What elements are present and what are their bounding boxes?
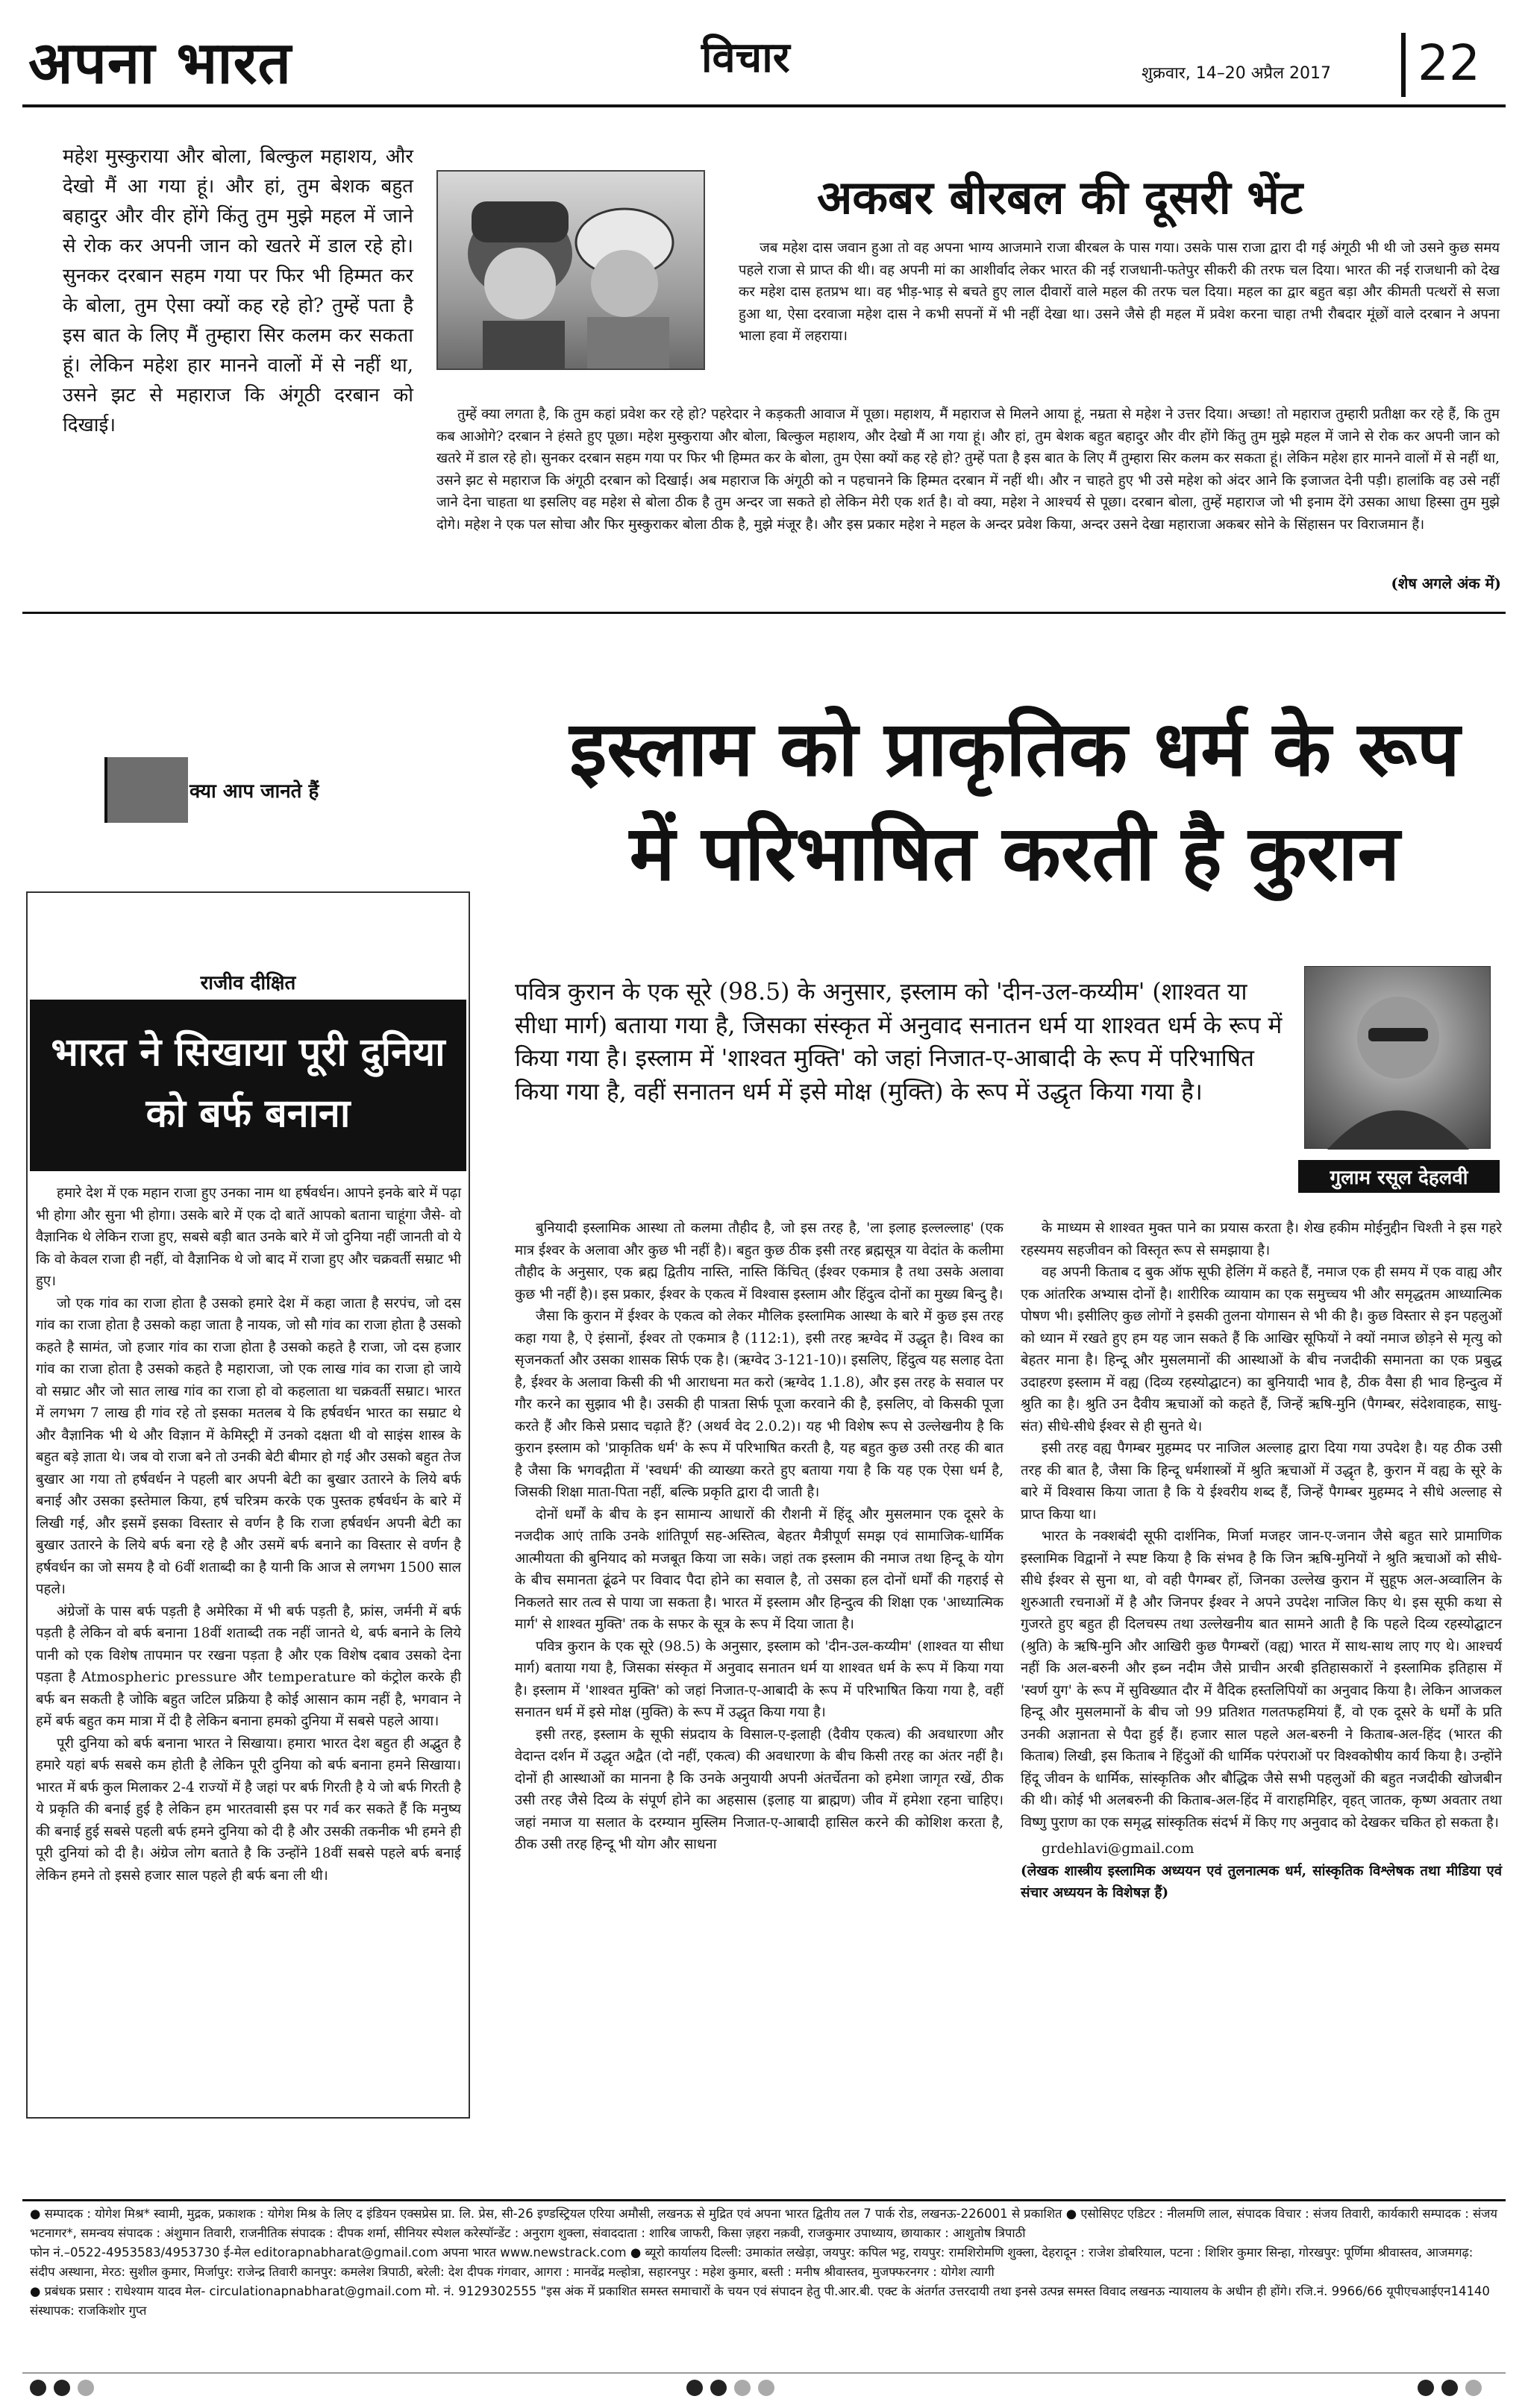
story2-para: जैसा कि कुरान में ईश्वर के एकत्व को लेकर मौलिक इस्लामिक आस्था के बारे में कुछ इस तरह कहा गया है, ऐ इंसानों, ईश्वर तो एकमात्र है (112:1), इसी तरह ऋग्वेद में उद्धृत है। विश्व का सृजनकर्ता और उसका शासक सिर्फ एक है। (ऋग्वेद 3-121-10)। इसलिए, हिंदुत्व यह सलाह देता है, ईश्वर के अलावा किसी की भी आराधना मत करो (ऋग्वेद 1.1.8), और इस तरह के सवाल पर गौर करने का सुझाव भी है। उसकी ही पात्रता सिर्फ पूजा करवाने की है, इसलिए, वो किसकी पूजा करते हैं और किसे प्रसाद चढ़ाते हैं? (अथर्व वेद 2.0.2)। यह भी विशेष रूप से उल्लेखनीय है कि कुरान इस्लाम को 'प्राकृतिक धर्म' के रूप में परिभाषित करती है, यह बहुत कुछ उसी तरह की बात है जैसा कि भगवद्गीता में 'स्वधर्म' की व्याख्या करते हुए बताया गया है कि यह एक ऐसा धर्म है, जिसकी शिक्षा माता-पिता नहीं, बल्कि प्रकृति द्वारा दी जाती है।: [515, 1308, 1003, 1500]
decor-dots-left: [30, 2380, 94, 2396]
story2-para: इसी तरह, इस्लाम के सूफी संप्रदाय के विसाल-ए-इलाही (दैवीय एकत्व) की अवधारणा और वेदान्त दर्शन में उद्धृत अद्वैत (दो नहीं, एकत्व) की अवधारणा के बीच किसी तरह का अंतर नहीं है। दोनों ही आस्थाओं का मानना है कि उनके अनुयायी अपनी अंतर्चेतना को हमेशा जागृत रखें, ठीक उसी तरह जैसे दिव्य के संपूर्ण होने का अहसास (इलाह या ब्राह्मण) जीव में हमेशा रहना चाहिए। जहां नमाज या सलात के दरम्यान मुस्लिम निजात-ए-आबादी हासिल करने की कोशिश करता है, ठीक उसी तरह हिन्दू भी योग और साधना: [515, 1726, 1003, 1852]
bottom-rule: [22, 2372, 1506, 2374]
story2-column2: [1021, 1217, 1502, 1904]
section-title: विचार: [701, 34, 790, 82]
dot-icon: [1441, 2380, 1458, 2396]
story2-para: के माध्यम से शाश्वत मुक्त पाने का प्रयास करता है। शेख हकीम मोईनुद्दीन चिश्ती ने इस गहरे रहस्यमय सहजीवन को विस्तृत रूप से समझाया है।: [1021, 1220, 1502, 1258]
story2-para: इसी तरह वह्य पैगम्बर मुहम्मद पर नाजिल अल्लाह द्वारा दिया गया उपदेश है। यह ठीक उसी तरह की बात है, जैसा कि हिन्दू धर्मशास्त्रों में श्रुति ऋचाओं में उद्धृत है, कुरान में वह्य के सूरे के बारे में विश्वास किया जाता है कि ये ईश्वरीय शब्द हैं, जिन्हें पैगम्बर मुहम्मद ने सीधे अल्लाह से प्राप्त किया था।: [1021, 1440, 1502, 1523]
imprint-line: ● सम्पादक : योगेश मिश्र* स्वामी, मुद्रक, प्रकाशक : योगेश मिश्र के लिए द इंडियन एक्सप्रेस प्रा. लि. प्रेस, सी-26 इण्डस्ट्रियल एरिया अमौसी, लखनऊ से मुद्रित एवं अपना भारत द्वितीय तल 7 पार्क रोड, लखनऊ-226001 से प्रकाशित ● एसोसिएट एडिटर : नीलमणि लाल, संपादक विचार : संजय तिवारी, कार्यकारी सम्पादक : संजय भटनागर*, समन्वय संपादक : अंशुमान तिवारी, राजनीतिक संपादक : दीपक शर्मा, सीनियर स्पेशल करेस्पॉन्डेंट : अनुराग शुक्ला, संवाददाता : शारिब जाफरी, किसा ज़हरा नक़वी, राजकुमार उपाध्याय, छायाकार : आशुतोष त्रिपाठी: [30, 2207, 1497, 2240]
sidebar-para: अंग्रेजों के पास बर्फ पड़ती है अमेरिका में भी बर्फ पड़ती है, फ्रांस, जर्मनी में बर्फ पड़ती है लेकिन वो बर्फ बनाना 18वीं शताब्दी तक नहीं जानते थे, बर्फ बनाने के लिये पानी को एक विशेष तापमान पर रखना पड़ता है और एक विशेष दबाव उसको देना पड़ता है Atmospheric pressure और temperature को कंट्रोल करके ही बर्फ बन सकती है जोकि बहुत जटिल प्रक्रिया है कोई आसान काम नहीं है, भगवान ने हमें बर्फ बहुत कम मात्रा में दी है लेकिन बनाना हमको दुनिया में सबसे पहले आया।: [36, 1603, 461, 1729]
story2-para: बुनियादी इस्लामिक आस्था तो कलमा तौहीद है, जो इस तरह है, 'ला इलाह इल्लल्लाह' (एक मात्र ईश्वर के अलावा और कुछ भी नहीं है)। बहुत कुछ ठीक इसी तरह ब्रह्मसूत्र या वेदांत के कलीमा तौहीद के अनुसार, एक ब्रह्म द्वितीय नास्ति, नास्ति किंचित् (ईश्वर एकमात्र है तथा उसके अलावा कुछ भी नहीं है)। इस प्रकार, ईश्वर के एकत्व में विश्वास इस्लाम और हिंदुत्व दोनों का मुख्य बिन्दु है।: [515, 1220, 1003, 1302]
imprint-footer: [30, 2204, 1500, 2321]
dot-icon: [1418, 2380, 1434, 2396]
masthead-logo: अपना भारत: [28, 30, 292, 97]
story2-para: भारत के नक्शबंदी सूफी दार्शनिक, मिर्जा मजहर जान-ए-जनान जैसे बहुत सारे प्रामाणिक इस्लामिक विद्वानों ने स्पष्ट किया है कि संभव है कि जिन ऋषि-मुनियों ने श्रुति ऋचाओं को सीधे-सीधे ईश्वर से सुना था, वो वही पैगम्बर हों, जिनका उल्लेख कुरान में सुहूफ अल-अव्वालिन के शुरुआती रचनाओं में है और जिनपर ईश्वर ने अपने उपदेश नाजिल किए थे। इस सूफी कथा से गुजरते हुए बहुत ही दिलचस्प तथा उल्लेखनीय बात सामने आती है कि पहले दिव्य रहस्योद्घाटन (श्रुति) के ऋषि-मुनि और आखिरी कुछ पैगम्बरों (वह्य) भारत में साथ-साथ लाए गए थे। आश्चर्य नहीं कि अल-बरुनी और इब्न नदीम जैसे प्राचीन अरबी इतिहासकारों ने इस्लामिक इतिहास में 'स्वर्ण युग' के रूप में सुविख्यात दौर में वैदिक हस्तलिपियों का अनुवाद किया है। लेकिन आजकल हिन्दू और मुसलमानों के बीच जो 99 प्रतिशत गलतफहमियां हैं, वो एक दूसरे के धर्मों के प्रति उनकी अज्ञानता से पैदा हुई हैं। हजार साल पहले अल-बरुनी ने किताब-अल-हिंद (भारत की किताब) लिखी, इस किताब ने हिंदुओं की धार्मिक परंपराओं पर विश्वकोषीय कार्य किया है। उन्होंने हिंदू जीवन के धार्मिक, सांस्कृतिक और बौद्धिक जैसे सभी पहलुओं की बहुत नजदीकी खोजबीन की थी। कोई भी अलबरुनी की किताब-अल-हिंद में वाराहमिहिर, वृहत् जातक, कृष्ण अवतार तथा विष्णु पुराण का एक समृद्ध सांस्कृतिक संदर्भ में किए गए अनुवाद को देखकर चकित हो सकता है।: [1021, 1528, 1502, 1831]
story1-para2: तुम्हें क्या लगता है, कि तुम कहां प्रवेश कर रहे हो? पहरेदार ने कड़कती आवाज में पूछा। महाशय, मैं महाराज से मिलने आया हूं, नम्रता से महेश ने उत्तर दिया। अच्छा! तो महाराज तुम्हारी प्रतीक्षा कर रहे हैं, कि तुम कब आओगे? दरबान ने हंसते हुए पूछा। महेश मुस्कुराया और बोला, बिल्कुल महाशय, और देखो मैं आ गया हूं। और हां, तुम बेशक बहुत बहादुर और वीर होंगे किंतु तुम मुझे महल में जाने से रोक कर अपनी जान को खतरे में डाल रहे हो। सुनकर दरबान सहम गया पर फिर भी हिम्मत कर के बोला, तुम ऐसा क्यों कह रहे हो? तुम्हें पता है इस बात के लिए मैं तुम्हारा सिर कलम कर सकता हूं। लेकिन महेश हार मानने वालों में से नहीं था, उसने झट से महाराज कि अंगूठी दरबान को दिखाई। अब महाराज कि अंगूठी को न पहचानने कि हिम्मत दरबान में नहीं थी। और न चाहते हुए भी उसे महेश को अंदर आने कि इजाजत देनी पड़ी। हालांकि वह उसे नहीं जाने देना चाहता था इसलिए वह महेश से बोला ठीक है तुम अन्दर जा सकते हो लेकिन मेरी एक शर्त है। वो क्या, महेश ने आश्चर्य से पूछा। दरबान बोला, तुम्हें महाराज जो भी इनाम देंगे उसका आधा हिस्सा तुम मुझे दोगे। महेश ने एक पल सोचा और फिर मुस्कुराकर बोला ठीक है, मुझे मंजूर है। और इस प्रकार महेश ने महल के अन्दर प्रवेश किया, अन्दर उसने देखा महाराजा अकबर सोने के सिंहासन पर विराजमान हैं।: [436, 407, 1500, 533]
page-number: 22: [1418, 34, 1480, 92]
dot-icon: [734, 2380, 751, 2396]
person-icon: [1305, 967, 1491, 1150]
sidebar-author: राजीव दीक्षित: [200, 972, 296, 994]
sidebar-body: [36, 1182, 461, 1887]
sidebar-para: जो एक गांव का राजा होता है उसको हमारे देश में कहा जाता है सरपंच, जो दस गांव का राजा होता है उसको कहा जाता है नायक, जो सौ गांव का राजा होता है उसको कहते है सामंत, जो हजार गांव का राजा होता है उसको कहते है राजा, जो दस हजार गांव का राजा होता है उसको कहते है महाराजा, जो एक लाख गांव का राजा हो जाये वो सम्राट और जो सात लाख गांव का राजा हो वो कहलाता था चक्रवर्ती सम्राट। भारत में लगभग 7 लाख ही गांव रहे तो इसका मतलब ये कि हर्षवर्धन भारत का सम्राट थे और वैज्ञानिक भी थे और विज्ञान में केमिस्ट्री में उनको दक्षता थी वो साइंस शास्त्र के बहुत बड़े ज्ञाता थे। जब वो राजा बने तो उनकी बेटी बीमार हो गई और उसको बहुत तेज बुखार आ गया तो हर्षवर्धन ने पहली बार अपनी बेटी का बुखार उतारने के लिये बर्फ बनाई और उसका इस्तेमाल किया, हर्ष चरित्रम करके एक पुस्तक हर्षवर्धन के बारे में लिखी गई, और इसमें इसका विस्तार से वर्णन है कि राजा हर्षवर्धन अपनी बेटी का बुखार उतारने के लिये बर्फ बना रहे है और उसमें बर्फ बनाने का विस्तार से वर्णन है हर्षवर्धन का जो समय है वो 6वीं शताब्दी का है यानी कि आज से लगभग 1500 साल पहले।: [36, 1295, 461, 1597]
story2-para: दोनों धर्मों के बीच के इन सामान्य आधारों की रौशनी में हिंदू और मुसलमान एक दूसरे के नजदीक आएं ताकि उनके शांतिपूर्ण सह-अस्तित्व, बेहतर मैत्रीपूर्ण समझ एवं सामाजिक-धार्मिक आत्मीयता की बुनियाद को मजबूत किया जा सके। जहां तक इस्लाम की नमाज तथा हिन्दू के योग के बीच समानता ढूंढने पर विवाद पैदा होने का सवाल है, तो उसका हल दोनों धर्मों की गहराई से निकलते सार तत्व से पाया जा सकता है। भारत में इस्लाम और हिन्दुत्व की शिक्षा एक 'आध्यात्मिक मार्ग' से शाश्वत मुक्ति' तक के सफर के सूत्र के रूप में दिया जाता है।: [515, 1506, 1003, 1632]
author-email: grdehlavi@gmail.com: [1042, 1841, 1194, 1857]
masthead-divider: [1401, 33, 1406, 97]
masthead-rule: [22, 104, 1506, 107]
akbar-birbal-cartoon-icon: [438, 172, 705, 370]
decor-dots-center: [686, 2380, 774, 2396]
dot-icon: [78, 2380, 94, 2396]
did-you-know-text: क्या आप जानते हैं: [190, 780, 319, 803]
story1-left-column: महेश मुस्कुराया और बोला, बिल्कुल महाशय, और देखो मैं आ गया हूं। और हां, तुम बेशक बहुत बहादुर और वीर होंगे किंतु तुम मुझे महल में जाने से रोक कर अपनी जान को खतरे में डाल रहे हो। सुनकर दरबान सहम गया पर फिर भी हिम्मत कर के बोला, तुम ऐसा क्यों कह रहे हो? तुम्हें पता है इस बात के लिए मैं तुम्हारा सिर कलम कर सकता हूं। लेकिन महेश हार मानने वालों में से नहीं था, उसने झट से महाराज कि अंगूठी दरबान को दिखाई।: [63, 145, 413, 436]
dot-icon: [30, 2380, 46, 2396]
dot-icon: [758, 2380, 774, 2396]
imprint-line: फोन नं.–0522-4953583/4953730 ई-मेल editorapnabharat@gmail.com अपना भारत www.newstrack.com ● ब्यूरो कार्यालय दिल्ली: उमाकांत लखेड़ा, जयपुर: कपिल भट्ट, रायपुर: रामशिरोमणि शुक्ला, देहरादून : राजेश डोबरियाल, पटना : शिशिर कुमार सिन्हा, गोरखपुर: पूर्णिमा श्रीवास्तव, आजमगढ़: संदीप अस्थाना, मेरठ: सुशील कुमार, मिर्जापुर: राजेन्द्र तिवारी कानपुर: कमलेश त्रिपाठी, बरेली: देश दीपक गंगवार, आगरा : मानवेंद्र मल्होत्रा, सहारनपुर : महेश कुमार, बस्ती : मनीष श्रीवास्तव, मुजफ्फरनगर : योगेश त्यागी: [30, 2245, 1474, 2279]
dot-icon: [1465, 2380, 1482, 2396]
author-bio: (लेखक शास्त्रीय इस्लामिक अध्ययन एवं तुलनात्मक धर्म, सांस्कृतिक विश्लेषक तथा मीडिया एवं संचार अध्ययन के विशेषज्ञ हैं): [1021, 1863, 1502, 1901]
continued-note: (शेष अगले अंक में): [1391, 574, 1501, 592]
story2-headline-line2: में परिभाषित करती है कुरान: [629, 809, 1400, 898]
story1-illustration: [436, 170, 705, 370]
author-photo: [1304, 966, 1491, 1149]
story2-column1: [515, 1217, 1003, 1856]
story1-headline: अकबर बीरबल की दूसरी भेंट: [817, 170, 1303, 225]
story2-headline: [515, 697, 1515, 906]
imprint-line: ● प्रबंधक प्रसार : राधेश्याम यादव मेल- circulationapnabharat@gmail.com मो. नं. 9129302555 "इस अंक में प्रकाशित समस्त समाचारों के चयन एवं संपादन हेतु पी.आर.बी. एक्ट के अंतर्गत उत्तरदायी तथा इनसे उत्पन्न समस्त विवाद लखनऊ न्यायालय के अधीन ही होंगे। रजि.नं. 9966/66 यूपीएचआईएन14140 संस्थापक: राजकिशोर गुप्त: [30, 2284, 1490, 2318]
did-you-know-label: [104, 757, 370, 823]
label-block: [107, 757, 188, 823]
issue-date: शुक्रवार, 14–20 अप्रैल 2017: [1142, 64, 1331, 83]
author-caption: गुलाम रसूल देहलवी: [1298, 1160, 1500, 1193]
story1-para1: जब महेश दास जवान हुआ तो वह अपना भाग्य आजमाने राजा बीरबल के पास गया। उसके पास राजा द्वारा दी गई अंगूठी भी थी जो उसने कुछ समय पहले राजा से प्राप्त की थी। वह अपनी मां का आशीर्वाद लेकर भारत की नई राजधानी-फतेपुर सीकरी की तरफ चल दिया। भारत की नई राजधानी को देख कर महेश दास हतप्रभ था। वह भीड़-भाड़ से बचते हुए लाल दीवारों वाले महल की तरफ चल दिया। महल का द्वार बहुत बड़ा और कीमती पत्थरों से सजा हुआ था, ऐसा दरवाजा महेश दास ने कभी सपनों में भी नहीं देखा था। उसने जैसे ही महल में प्रवेश करना चाहा तभी रौबदार मूंछों वाले दरबान ने अपना भाला हवा में लहराया।: [739, 240, 1500, 344]
section-rule: [22, 612, 1506, 614]
sidebar-para: हमारे देश में एक महान राजा हुए उनका नाम था हर्षवर्धन। आपने इनके बारे में पढ़ा भी होगा और सुना भी होगा। उसके बारे में एक दो बातें आपको बताना चाहूंगा जैसे- वो वैज्ञानिक थे लेकिन राजा हुए, सबसे बड़ी बात उनके बारे में जो दुनिया नहीं जानती वो ये कि वो केवल राजा ही नहीं, वो वैज्ञानिक थे जो बाद में राजा हुए और चक्रवर्ती सम्राट भी हुए।: [36, 1185, 461, 1289]
dot-icon: [710, 2380, 727, 2396]
dot-icon: [686, 2380, 703, 2396]
story2-para: वह अपनी किताब द बुक ऑफ सूफी हेलिंग में कहते हैं, नमाज एक ही समय में एक वाह्य और एक आंतरिक अभ्यास दोनों है। शारीरिक व्यायाम का एक समुच्चय भी और समृद्धतम आध्यात्मिक पोषण भी। इसीलिए कुछ लोगों ने इसकी तुलना योगासन से भी की है। कुछ विस्तार से इन पहलुओं को ध्यान में रखते हुए हम यह जान सकते हैं कि आखिर सूफियों ने क्यों नमाज छोड़ने से मृत्यु को बेहतर माना है। हिन्दू और मुसलमानों की आस्थाओं के बीच नजदीकी समानता का एक प्रबुद्ध उदाहरण इस्लाम में वह्य (दिव्य रहस्योद्घाटन) का बुनियादी भाव है, ठीक वैसा ही भाव हिन्दुत्व में श्रुति का है। श्रुति उन दैवीय ऋचाओं को कहते हैं, जिन्हें ऋषि-मुनि (पैगम्बर, संदेशवाहक, साधु-संत) सीधे-सीधे ईश्वर से ही सुनते थे।: [1021, 1264, 1502, 1435]
decor-dots-right: [1418, 2380, 1482, 2396]
sidebar-headline: भारत ने सिखाया पूरी दुनिया को बर्फ बनाना: [30, 1000, 466, 1171]
dot-icon: [54, 2380, 70, 2396]
story2-intro: पवित्र कुरान के एक सूरे (98.5) के अनुसार, इस्लाम को 'दीन-उल-कय्यीम' (शाश्वत या सीधा मार्ग) बताया गया है, जिसका संस्कृत में अनुवाद सनातन धर्म या शाश्वत धर्म के रूप में किया गया है। इस्लाम में 'शाश्वत मुक्ति' को जहां निजात-ए-आबादी के रूप में परिभाषित किया गया है, वहीं सनातन धर्म में इसे मोक्ष (मुक्ति) के रूप में उद्धृत किया गया है।: [515, 979, 1283, 1106]
story2-headline-line1: इस्लाम को प्राकृतिक धर्म के रूप: [569, 705, 1460, 794]
story2-para: पवित्र कुरान के एक सूरे (98.5) के अनुसार, इस्लाम को 'दीन-उल-कय्यीम' (शाश्वत या सीधा मार्ग) बताया गया है, जिसका संस्कृत में अनुवाद सनातन धर्म या शाश्वत धर्म के रूप में किया गया है। इस्लाम में 'शाश्वत मुक्ति' को जहां निजात-ए-आबादी के रूप में परिभाषित किया गया है, वहीं सनातन धर्म में इसे मोक्ष (मुक्ति) के रूप में उद्धृत किया गया है।: [515, 1638, 1003, 1720]
sidebar-para: पूरी दुनिया को बर्फ बनाना भारत ने सिखाया। हमारा भारत देश बहुत ही अद्भुत है हमारे यहां बर्फ सबसे कम होती है लेकिन पूरी दुनिया को बर्फ बनाना हमने सिखाया। भारत में बर्फ कुल मिलाकर 2-4 राज्यों में है जहां पर बर्फ गिरती है ये जो बर्फ गिरती है ये प्रकृति की बनाई हुई है लेकिन हम भारतवासी इस पर गर्व कर सकते हैं कि मनुष्य की बनाई हुई सबसे पहली बर्फ हमने दुनिया को दी है और उसकी तकनीक भी हमने ही पूरी दुनियां को दी है। अंग्रेज लोग बताते है कि उन्होंने 18वीं सबसे पहले बर्फ बनाई लेकिन हमने तो इससे हजार साल पहले ही बर्फ बना ली थी।: [36, 1735, 461, 1884]
footer-rule: [22, 2199, 1506, 2201]
